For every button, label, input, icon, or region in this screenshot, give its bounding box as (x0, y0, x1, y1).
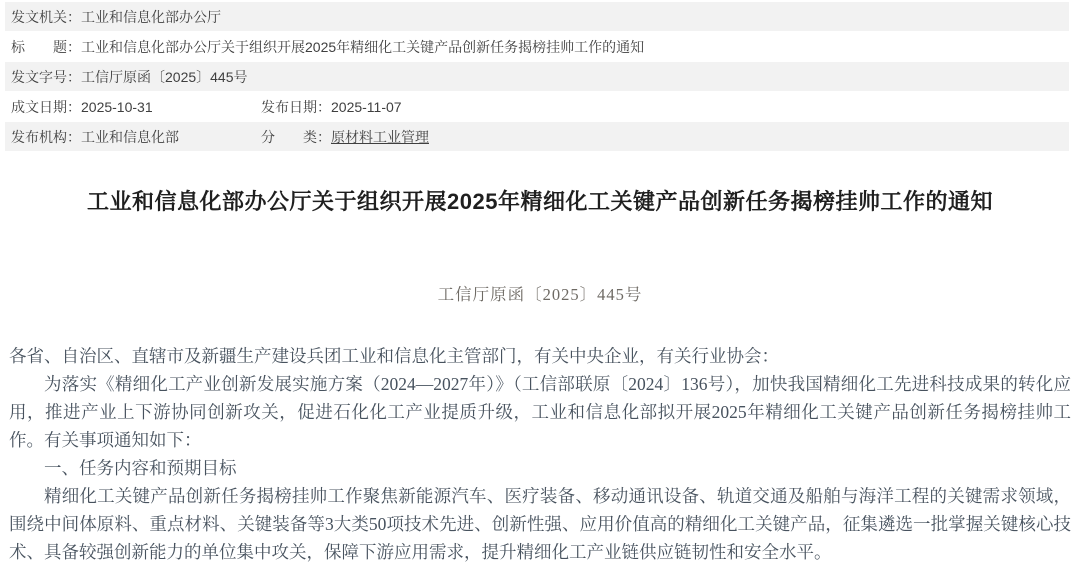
publish-date-label: 发布日期： (261, 98, 331, 115)
issuing-authority-label: 发文机关： (11, 8, 81, 25)
category-link[interactable]: 原材料工业管理 (331, 128, 429, 145)
meta-row-issuing-authority (5, 2, 1069, 31)
publisher-field (11, 127, 261, 147)
title-label: 标 题： (11, 38, 81, 55)
title-field (11, 37, 644, 57)
category-label: 分 类： (261, 128, 331, 145)
document-number-field (11, 67, 248, 87)
written-date-label: 成文日期： (11, 98, 81, 115)
publisher-value: 工业和信息化部 (81, 128, 179, 145)
written-date-value: 2025-10-31 (81, 98, 153, 115)
page-title: 工业和信息化部办公厅关于组织开展2025年精细化工关键产品创新任务揭榜挂帅工作的通知 (87, 189, 993, 214)
document-number-heading: 工信厅原函〔2025〕445号 (437, 285, 643, 304)
category-field (261, 127, 429, 147)
written-date-field (11, 97, 261, 117)
salutation-paragraph: 各省、自治区、直辖市及新疆生产建设兵团工业和信息化主管部门，有关中央企业，有关行业协会： (9, 346, 779, 366)
publisher-label: 发布机构： (11, 128, 81, 145)
meta-row-dates (5, 92, 1069, 121)
issuing-authority-field (11, 7, 221, 27)
intro-paragraph: 为落实《精细化工产业创新发展实施方案（2024—2027年）》（工信部联原〔2024〕136号），加快我国精细化工先进科技成果的转化应用，推进产业上下游协同创新攻关，促进石化化工产业提质升级，工业和信息化部拟开展2025年精细化工关键产品创新任务揭榜挂帅工作。有关事项通知如下： (9, 374, 1071, 450)
publish-date-field (261, 97, 402, 117)
section-1-heading: 一、任务内容和预期目标 (44, 458, 237, 478)
meta-row-title (5, 32, 1069, 61)
issuing-authority-value: 工业和信息化部办公厅 (81, 8, 221, 25)
meta-row-document-number (5, 62, 1069, 91)
document-number-label: 发文字号： (11, 68, 81, 85)
publish-date-value: 2025-11-07 (331, 98, 402, 115)
title-value: 工业和信息化部办公厅关于组织开展2025年精细化工关键产品创新任务揭榜挂帅工作的通知 (81, 38, 645, 55)
document-number-value: 工信厅原函〔2025〕445号 (81, 68, 248, 85)
section-1-paragraph: 精细化工关键产品创新任务揭榜挂帅工作聚焦新能源汽车、医疗装备、移动通讯设备、轨道交通及船舶与海洋工程的关键需求领域，围绕中间体原料、重点材料、关键装备等3大类50项技术先进、创新性强、应用价值高的精细化工关键产品，征集遴选一批掌握关键核心技术、具备较强创新能力的单位集中攻关，保障下游应用需求，提升精细化工产业链供应链韧性和安全水平。 (9, 486, 1071, 562)
meta-row-publisher-category (5, 122, 1069, 151)
document-body (9, 342, 1071, 566)
document-meta-table (5, 2, 1069, 151)
